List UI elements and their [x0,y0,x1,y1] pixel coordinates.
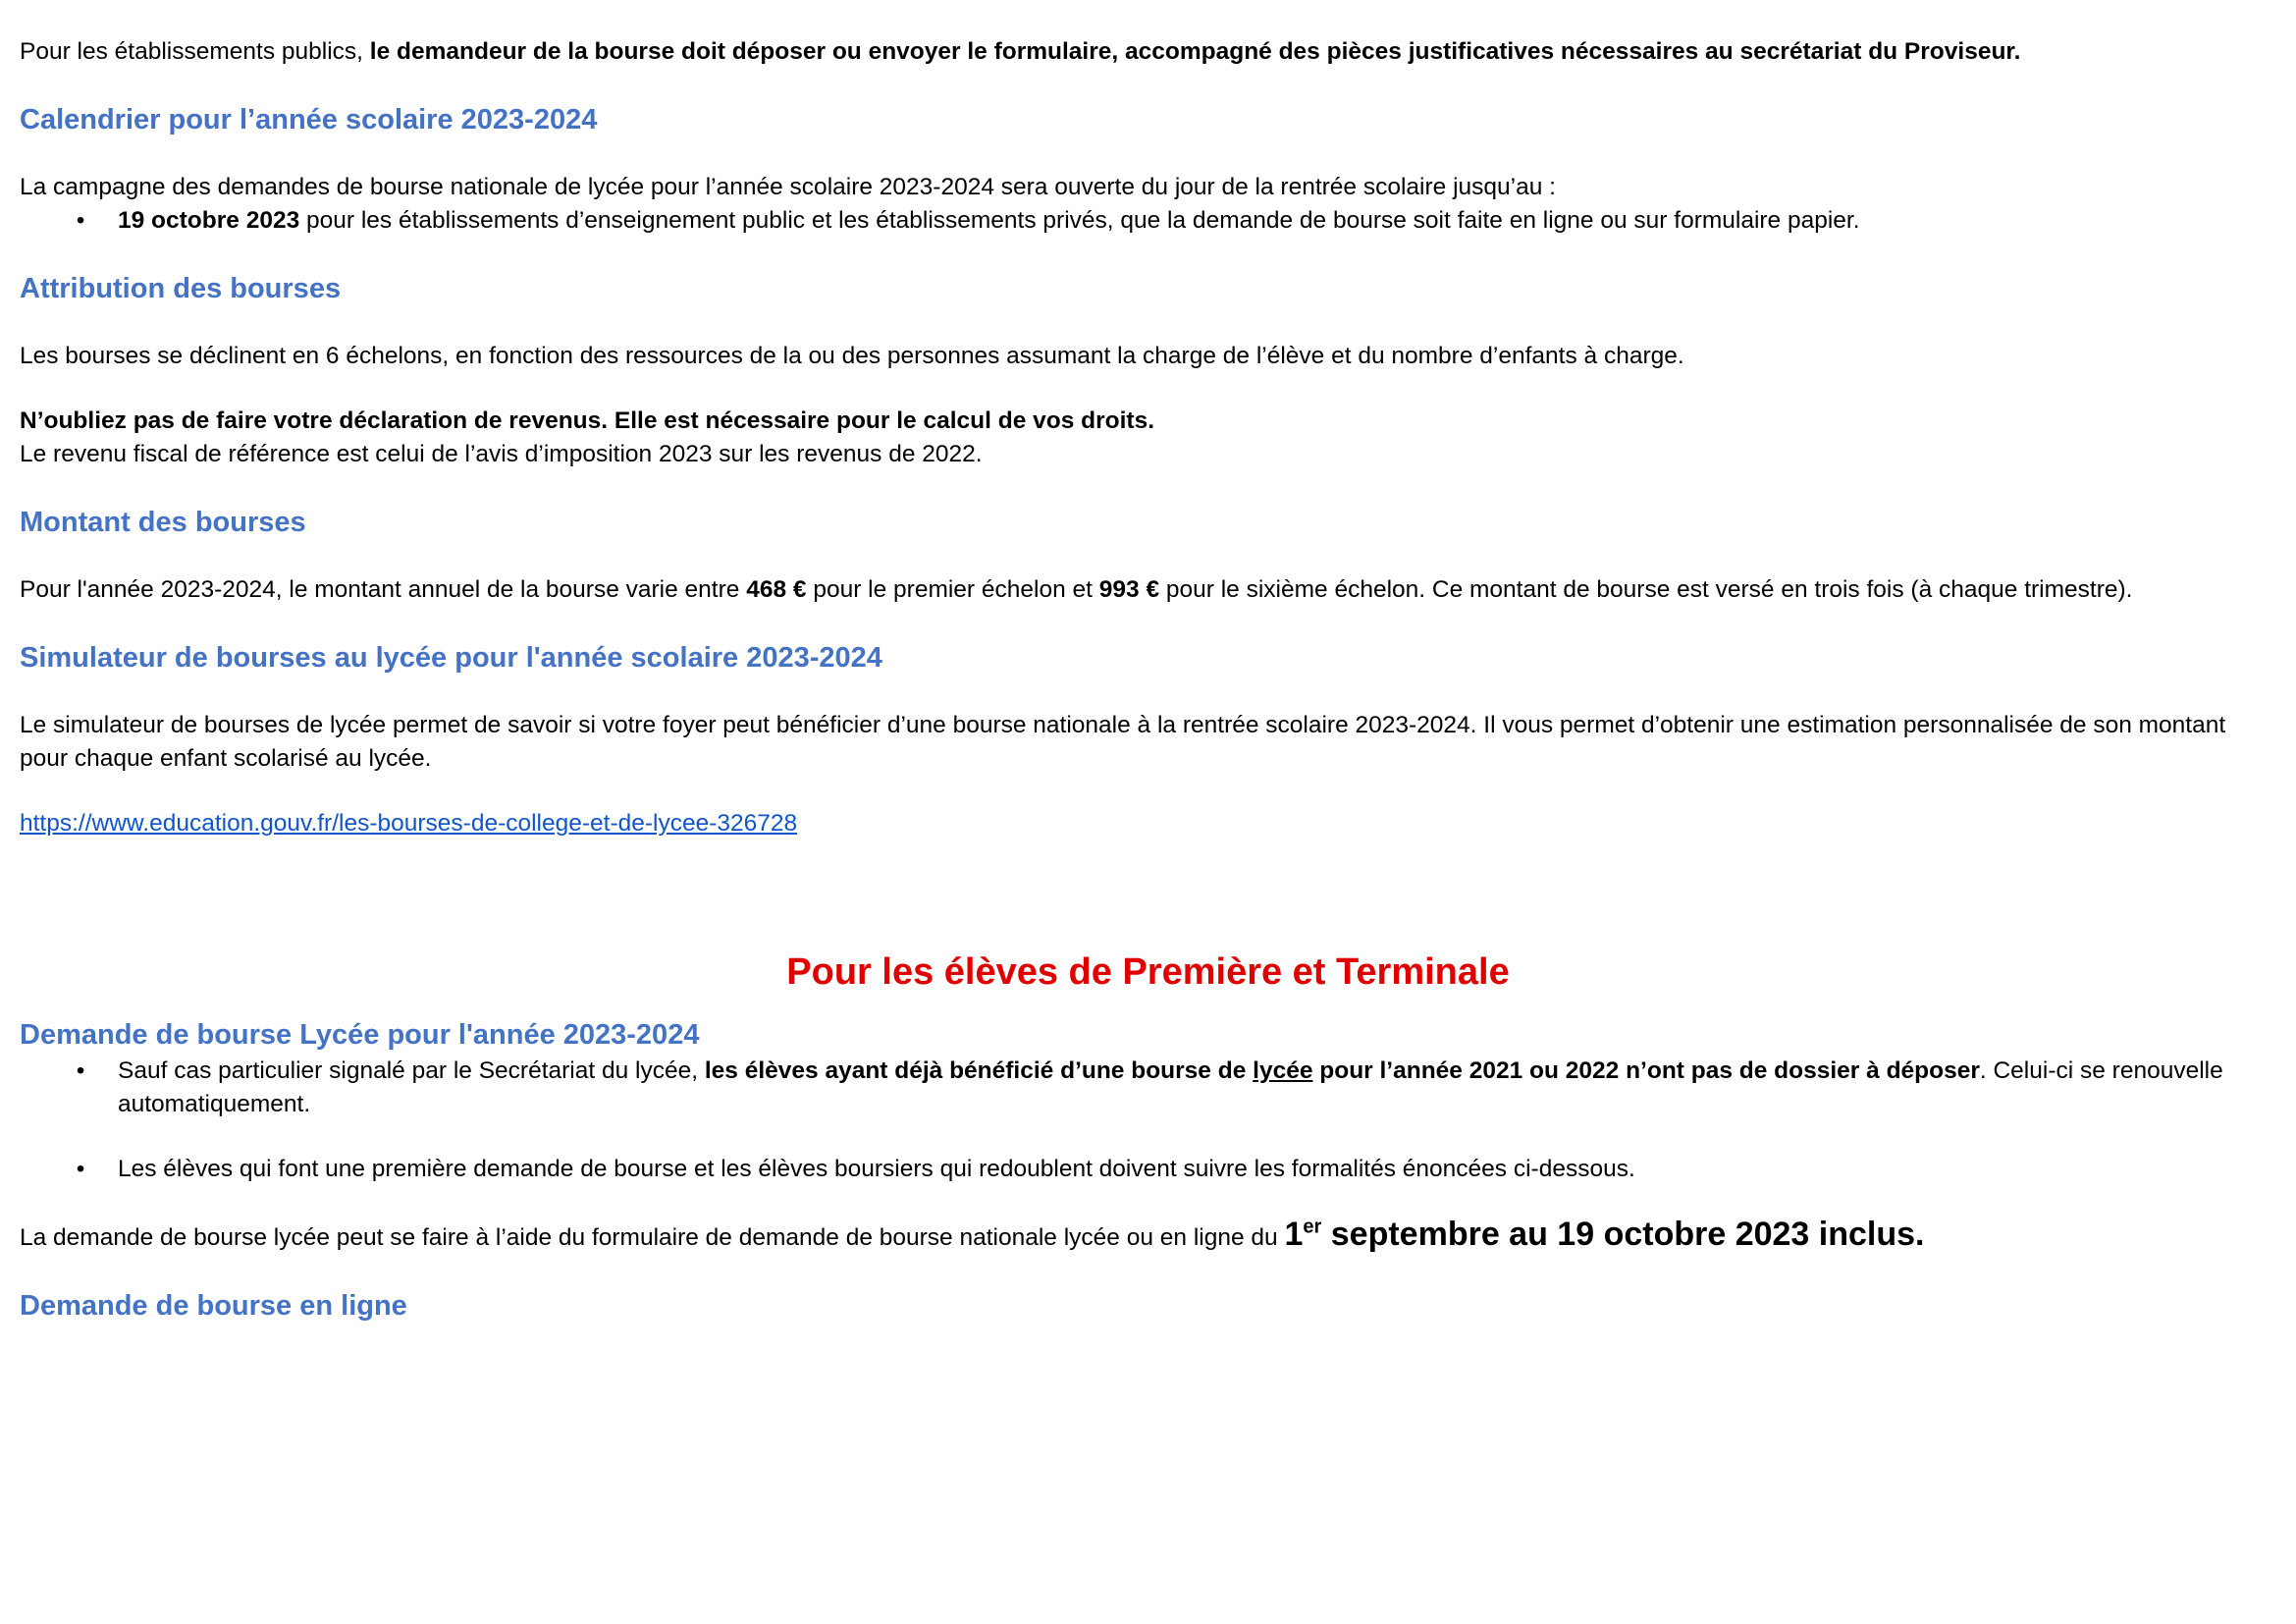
attribution-heading: Attribution des bourses [20,273,342,304]
list-item [20,204,2276,238]
montant-heading: Montant des bourses [20,507,306,538]
closing-dates [1285,1216,1925,1253]
min-amount: 468 € [746,576,807,603]
closing-day: 1 [1284,1216,1304,1253]
bullet1-underlined-text: lycée [1253,1057,1313,1084]
montant-part2: pour le premier échelon et [806,576,1099,603]
closing-range: septembre au 19 octobre 2023 inclus. [1321,1216,1925,1253]
bullet-icon: • [76,1156,85,1182]
bullet1-text: Sauf cas particulier signalé par le Secrétariat du lycée, [118,1057,705,1084]
montant-part3: pour le sixième échelon. Ce montant de bourse est versé en trois fois (à chaque trimestre). [1159,576,2133,603]
deadline-date: 19 octobre 2023 [118,207,300,234]
intro-paragraph [20,35,2276,69]
bullet1-text-2: . Celui-ci se renouvelle automatiquement. [118,1057,2223,1117]
demande-lycee-list [20,1055,2276,1186]
simulateur-link[interactable]: https://www.education.gouv.fr/les-bourses-de-college-et-de-lycee-326728 [20,810,798,837]
simulateur-text: Le simulateur de bourses de lycée permet de savoir si votre foyer peut bénéficier d’une bourse nationale à la rentrée scolaire 2023-2024. Il vous permet d’obtenir une estimation personnalisée de son montant pour chaque enfant scolarisé au lycée. [20,712,2226,772]
attribution-text: Les bourses se déclinent en 6 échelons, en fonction des ressources de la ou des personnes assumant la charge de l’élève et du nombre d’enfants à charge. [20,343,1684,369]
bullet1-bold-text-2: pour l’année 2021 ou 2022 n’ont pas de dossier à déposer [1312,1057,1980,1084]
bullet1-bold-text: les élèves ayant déjà bénéficié d’une bourse de [704,1057,1254,1084]
montant-part1: Pour l'année 2023-2024, le montant annuel de la bourse varie entre [20,576,747,603]
max-amount: 993 € [1098,576,1160,603]
calendrier-text: La campagne des demandes de bourse nationale de lycée pour l’année scolaire 2023-2024 sera ouverte du jour de la rentrée scolaire jusqu’au : [20,174,1556,200]
calendrier-list [20,204,2276,238]
calendrier-heading: Calendrier pour l’année scolaire 2023-2024 [20,104,598,135]
premiere-terminale-title: Pour les élèves de Première et Terminale [786,951,1510,993]
closing-sup: er [1303,1216,1322,1238]
bullet-icon: • [76,1057,85,1084]
list-item [20,1055,2276,1121]
simulateur-heading: Simulateur de bourses au lycée pour l'année scolaire 2023-2024 [20,642,882,674]
revenu-reference-text: Le revenu fiscal de référence est celui de l’avis d’imposition 2023 sur les revenus de 2022. [20,441,983,467]
demande-lycee-closing [20,1218,2276,1255]
reminder-bold-text: N’oubliez pas de faire votre déclaration de revenus. Elle est nécessaire pour le calcul de vos droits. [20,407,1155,434]
bullet2-text: Les élèves qui font une première demande de bourse et les élèves boursiers qui redoublent doivent suivre les formalités énoncées ci-dessous. [118,1156,1635,1182]
bullet-icon: • [76,207,85,234]
declaration-reminder [20,405,2276,438]
intro-text: Pour les établissements publics, [20,38,370,65]
montant-text [20,573,2276,607]
list-item [20,1153,2276,1186]
deadline-text: pour les établissements d’enseignement public et les établissements privés, que la demande de bourse soit faite en ligne ou sur formulaire papier. [299,207,1860,234]
demande-lycee-heading: Demande de bourse Lycée pour l'année 2023-2024 [20,1019,700,1051]
en-ligne-heading: Demande de bourse en ligne [20,1290,407,1322]
intro-bold-text: le demandeur de la bourse doit déposer ou envoyer le formulaire, accompagné des pièces justificatives nécessaires au secrétariat du Proviseur. [369,38,2021,65]
closing-text: La demande de bourse lycée peut se faire à l’aide du formulaire de demande de bourse nationale lycée ou en ligne du [20,1224,1285,1251]
